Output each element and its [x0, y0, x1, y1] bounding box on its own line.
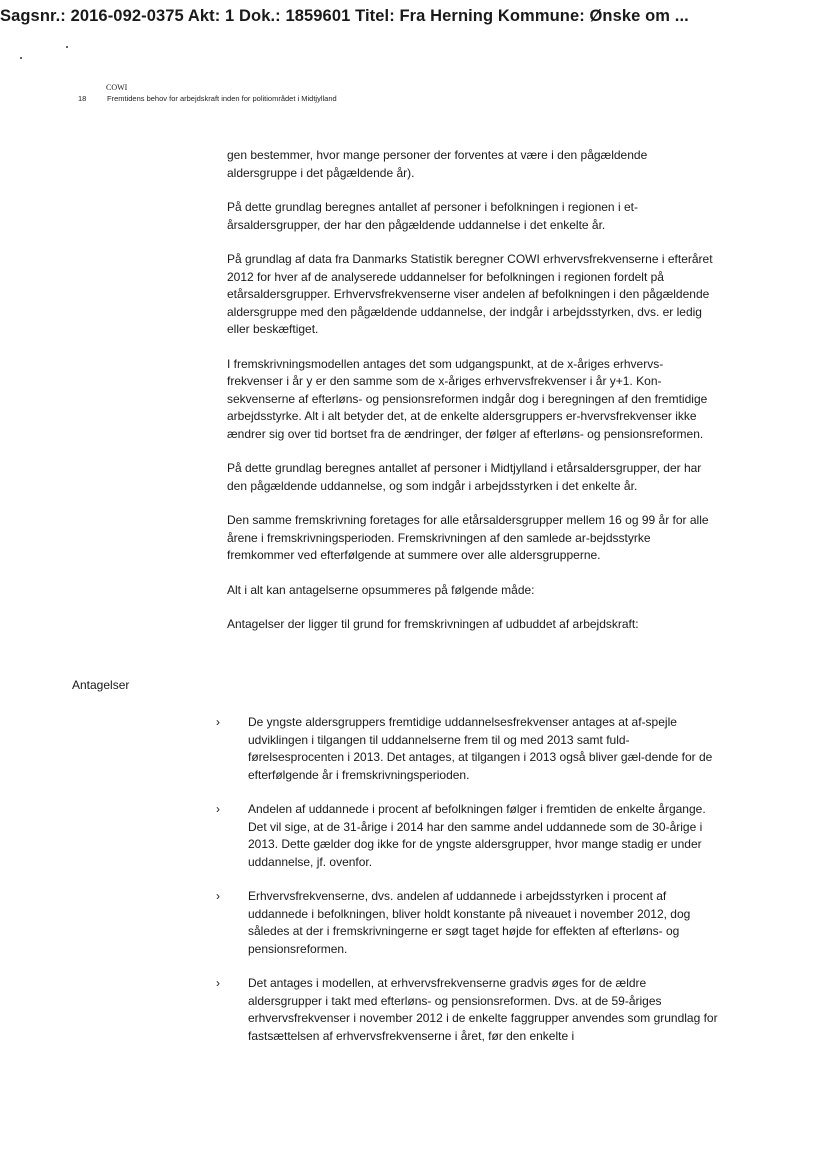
document-banner: Sagsnr.: 2016-092-0375 Akt: 1 Dok.: 1859601 Titel: Fra Herning Kommune: Ønske om ... [0, 7, 689, 25]
paragraph: Alt i alt kan antagelserne opsummeres på følgende måde: [227, 582, 535, 597]
paragraph: På dette grundlag beregnes antallet af personer i befolkningen i regionen i et-årsaldersgrupper, der har den pågældende uddannelse i det enkelte år. [227, 200, 638, 232]
bullet-marker: › [216, 802, 220, 816]
paragraph: I fremskrivningsmodellen antages det som udgangspunkt, at de x-åriges erhvervs-frekvenser i år y er den samme som de x-åriges erhvervsfrekvenser i år y+1. Kon-sekvenserne af efterløns- og pensionsreformen indgår dog i beregningen af den fremtidige arbejdsstyrke. Alt i alt betyder det, at de enkelte aldersgruppers er-hvervsfrekvenser ikke ændrer sig over tid bortset fra de ændringer, der følger af efterløns- og pensionsreformen. [227, 356, 708, 441]
list-item [216, 801, 718, 871]
paragraph: Den samme fremskrivning foretages for alle etårsaldersgrupper mellem 16 og 99 år for alle årene i fremskrivningsperioden. Fremskrivningen af den samlede ar-bejdsstyrke fremkommer ved efterfølgende at summere over alle aldersgrupperne. [227, 513, 709, 562]
cowi-logo: COWI [106, 83, 128, 92]
list-item-text: De yngste aldersgruppers fremtidige uddannelsesfrekvenser antages at af-spejle udviklingen i tilgangen til uddannelserne frem til og med 2013 samt fuld-førelsesprocenten i 2013. Det antages, at tilgangen i 2013 også bliver gæl-dende for de efterfølgende år i fremskrivningsperioden. [248, 715, 713, 782]
bullet-marker: › [216, 976, 220, 990]
assumptions-list [216, 714, 718, 1062]
paragraph: På dette grundlag beregnes antallet af personer i Midtjylland i etårsaldersgrupper, der har den pågældende uddannelse, og som indgår i arbejdsstyrken i det enkelte år. [227, 461, 702, 493]
scan-speck [66, 46, 68, 48]
bullet-marker: › [216, 715, 220, 729]
scan-speck [20, 57, 22, 59]
margin-label: Antagelser [72, 678, 130, 692]
list-item [216, 888, 718, 958]
list-item [216, 714, 718, 784]
list-item [216, 975, 718, 1045]
body-text [227, 147, 717, 634]
paragraph: gen bestemmer, hvor mange personer der forventes at være i den pågældende aldersgruppe i det pågældende år). [227, 148, 648, 180]
bullet-marker: › [216, 889, 220, 903]
page-number: 18 [78, 94, 87, 103]
list-item-text: Erhvervsfrekvenserne, dvs. andelen af uddannede i arbejdsstyrken i procent af uddannede i befolkningen, bliver holdt konstante på niveauet i november 2012, dog således at der i fremskrivningerne er søgt taget højde for effekten af efterløns- og pensionsreformen. [248, 889, 691, 956]
paragraph: På grundlag af data fra Danmarks Statistik beregner COWI erhvervsfrekvenserne i efteråret 2012 for hver af de analyserede uddannelser for befolkningen i regionen fordelt på etårsaldersgrupper. Erhvervsfrekvenserne viser andelen af befolkningen i den pågældende aldersgruppe med den pågældende uddannelse, der indgår i arbejdsstyrken, dvs. er ledig eller beskæftiget. [227, 252, 713, 336]
running-header [78, 94, 337, 103]
list-item-text: Andelen af uddannede i procent af befolkningen følger i fremtiden de enkelte årgange. Det vil sige, at de 31-årige i 2014 har den samme andel uddannede som de 30-årige i 2013. Dette gælder dog ikke for de yngste aldersgrupper, hvor mange stadig er under uddannelse, jf. ovenfor. [248, 802, 706, 869]
running-title: Fremtidens behov for arbejdskraft inden for politiområdet i Midtjylland [107, 94, 337, 103]
assumptions-intro: Antagelser der ligger til grund for fremskrivningen af udbuddet af arbejdskraft: [227, 617, 639, 631]
list-item-text: Det antages i modellen, at erhvervsfrekvenserne gradvis øges for de ældre aldersgrupper i takt med efterløns- og pensionsreformen. Dvs. at de 59-åriges erhvervsfrekvenser i november 2012 i de enkelte faggrupper anvendes som grundlag for fastsættelsen af erhvervsfrekvenserne i året, før den enkelte i [248, 976, 718, 1043]
